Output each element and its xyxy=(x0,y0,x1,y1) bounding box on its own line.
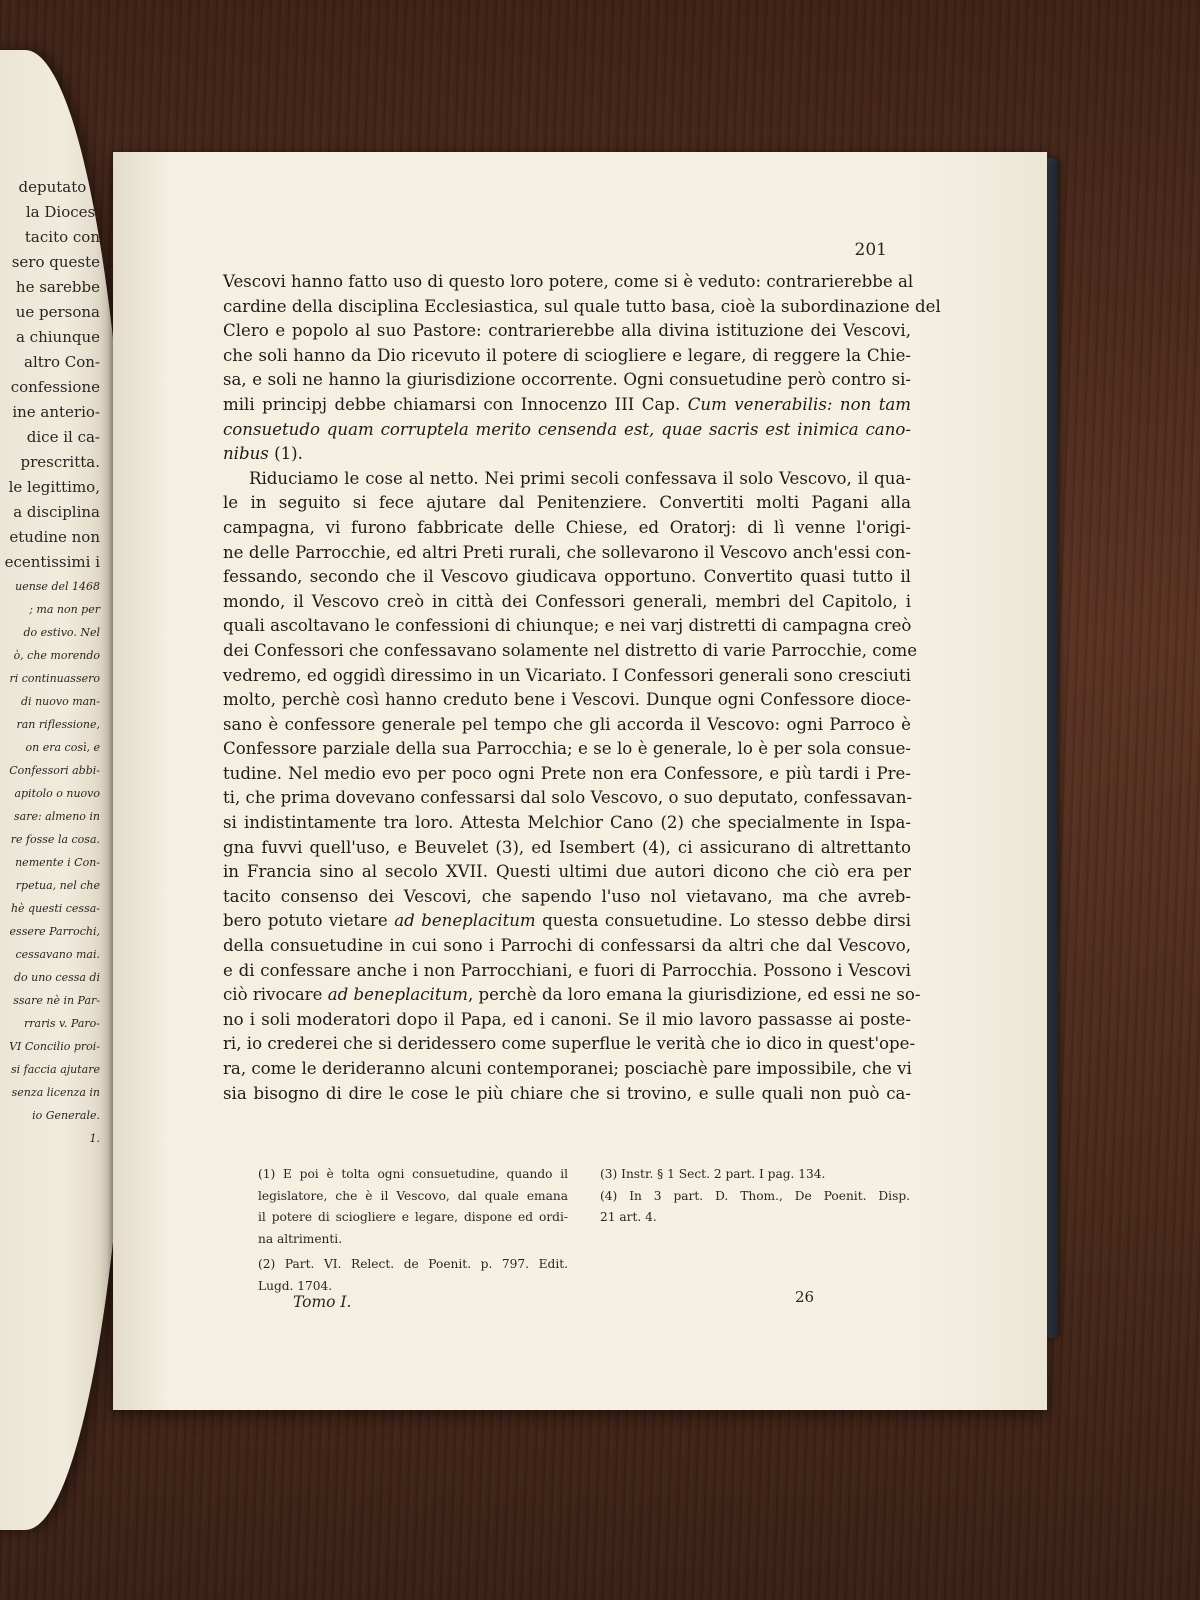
body-line: sano è confessore generale pel tempo che gli accorda il Vescovo: ogni Parroco è xyxy=(223,714,911,734)
left-page-line: tacito con xyxy=(24,228,100,246)
latin-phrase: ad beneplacitum xyxy=(327,985,468,1005)
left-page-line: sero queste xyxy=(11,253,100,271)
left-page-line: le legittimo, xyxy=(8,478,100,496)
left-page-line: do uno cessa di xyxy=(13,971,100,984)
body-line: in Francia sino al secolo XVII. Questi ultimi due autori dicono che ciò era per xyxy=(223,862,911,882)
body-line: sa, e soli ne hanno la giurisdizione occorrente. Ogni consuetudine però contro si- xyxy=(223,370,911,390)
body-line: ti, che prima dovevano confessarsi dal solo Vescovo, o suo deputato, confessavan- xyxy=(223,788,913,808)
body-line-text: mili principj debbe chiamarsi con Innocenzo III Cap. xyxy=(223,394,681,414)
latin-quote: nibus xyxy=(223,444,269,464)
body-line: mondo, il Vescovo creò in città dei Confessori generali, membri del Capitolo, i xyxy=(223,591,911,611)
left-page-line: dice il ca- xyxy=(26,428,100,446)
left-page-line: si faccia ajutare xyxy=(11,1063,100,1076)
body-line: e di confessare anche i non Parrocchiani, e fuori di Parrocchia. Possono i Vescovi xyxy=(223,960,911,980)
body-line: sia bisogno di dire le cose le più chiare che si trovino, e sulle quali non può ca- xyxy=(223,1083,911,1103)
book-page xyxy=(113,152,1047,1410)
left-page-line: sare: almeno in xyxy=(14,810,100,823)
left-page-line: etudine non xyxy=(9,528,100,546)
body-line: quali ascoltavano le confessioni di chiunque; e nei varj distretti di campagna creò xyxy=(223,616,912,636)
left-page-line: a disciplina xyxy=(13,503,100,521)
footnote-line: il potere di sciogliere e legare, dispone ed ordi- xyxy=(258,1210,568,1224)
body-line: ne delle Parrocchie, ed altri Preti rurali, che sollevarono il Vescovo anch'essi con- xyxy=(223,542,911,562)
body-line: dei Confessori che confessavano solamente nel distretto di varie Parrocchie, come xyxy=(223,640,918,660)
left-page-line: 1. xyxy=(89,1132,100,1145)
body-line: le in seguito si fece ajutare dal Penitenziere. Convertiti molti Pagani alla xyxy=(223,493,911,513)
left-page-line: rraris v. Paro- xyxy=(24,1017,100,1030)
body-line: Clero e popolo al suo Pastore: contrarierebbe alla divina istituzione dei Vescovi, xyxy=(223,321,911,341)
footnote-line: (1) E poi è tolta ogni consuetudine, quando il xyxy=(258,1167,568,1181)
body-line: fessando, secondo che il Vescovo giudicava opportuno. Convertito quasi tutto il xyxy=(223,567,911,587)
left-page-line: Confessori abbi- xyxy=(9,764,100,777)
left-page-line: apitolo o nuovo xyxy=(14,787,100,800)
left-page-line: on era così, e xyxy=(25,741,100,754)
footnote-line: 21 art. 4. xyxy=(600,1210,657,1224)
body-line xyxy=(223,393,911,418)
left-page-line: do estivo. Nel xyxy=(23,626,100,639)
body-line xyxy=(223,442,911,467)
body-line: tudine. Nel medio evo per poco ogni Prete non era Confessore, e più tardi i Pre- xyxy=(223,763,911,783)
footnote-line: (2) Part. VI. Relect. de Poenit. p. 797. Edit. xyxy=(258,1257,568,1271)
left-page-line: ò, che morendo xyxy=(13,649,100,662)
left-page-line: senza licenza in xyxy=(11,1086,100,1099)
left-page-line: la Diocesi xyxy=(25,203,100,221)
footnote-line: (4) In 3 part. D. Thom., De Poenit. Disp. xyxy=(600,1188,910,1203)
latin-phrase: ad beneplacitum xyxy=(394,911,536,931)
footnote-line: na altrimenti. xyxy=(258,1231,343,1246)
left-page-line: hè questi cessa- xyxy=(10,902,100,915)
body-line: Confessore parziale della sua Parrocchia; e se lo è generale, lo è per sola consue- xyxy=(223,739,911,759)
signature-mark: 26 xyxy=(795,1288,815,1306)
body-line-text: bero potuto vietare xyxy=(223,911,388,931)
body-line: gna fuvvi quell'uso, e Beuvelet (3), ed Isembert (4), ci assicurano di altrettanto xyxy=(223,837,911,857)
footnote-line: (3) Instr. § 1 Sect. 2 part. I pag. 134. xyxy=(600,1167,826,1181)
body-line xyxy=(223,983,921,1008)
left-page-line: ; ma non per xyxy=(29,603,100,616)
footnotes-left-column xyxy=(258,1164,568,1297)
left-page-line: io Generale. xyxy=(32,1109,100,1122)
body-line: cardine della disciplina Ecclesiastica, sul quale tutto basa, cioè la subordinazione del xyxy=(223,296,941,316)
body-line: che soli hanno da Dio ricevuto il potere di sciogliere e legare, di reggere la Chie- xyxy=(223,345,911,365)
body-line: ra, come le derideranno alcuni contemporanei; posciachè pare impossibile, che vi xyxy=(223,1059,912,1078)
left-page-line: altro Con- xyxy=(24,353,100,371)
left-page-line: uense del 1468 xyxy=(15,580,100,593)
body-line: molto, perchè così hanno creduto bene i Vescovi. Dunque ogni Confessore dioce- xyxy=(223,690,911,710)
latin-quote-line: consuetudo quam corruptela merito censenda est, quae sacris est inimica cano- xyxy=(223,419,911,439)
body-line: si indistintamente tra loro. Attesta Melchior Cano (2) che specialmente in Ispa- xyxy=(223,813,911,833)
left-page-line: prescritta. xyxy=(20,453,100,471)
left-page-line: ssare nè in Par- xyxy=(13,994,100,1007)
body-line: ri, io crederei che si deridessero come superflue le verità che io dico in quest'ope- xyxy=(223,1034,916,1054)
body-line-text: , perchè da loro emana la giurisdizione, ed essi ne so- xyxy=(467,985,921,1005)
body-line xyxy=(223,909,911,934)
left-page-line: essere Parrochi, xyxy=(9,925,100,938)
left-page-line: di nuovo man- xyxy=(21,695,100,708)
body-line: Riduciamo le cose al netto. Nei primi secoli confessava il solo Vescovo, il qua- xyxy=(249,468,911,488)
left-page-line: cessavano mai. xyxy=(15,948,100,961)
body-line: Vescovi hanno fatto uso di questo loro potere, come si è veduto: contrarierebbe al xyxy=(223,272,914,291)
left-page-line: a chiunque xyxy=(15,328,100,346)
body-line-text: questa consuetudine. Lo stesso debbe dirsi xyxy=(542,911,911,931)
body-text xyxy=(223,270,941,1106)
left-page-line: ecentissimi i xyxy=(4,553,100,571)
left-page-text xyxy=(0,175,120,1150)
left-page-line: ri continuassero xyxy=(9,672,100,685)
left-page-line: ran riflessione, xyxy=(16,718,100,731)
left-page-line: nemente i Con- xyxy=(15,856,100,869)
left-page-line: re fosse la cosa. xyxy=(10,833,100,846)
left-page-line: confessione xyxy=(10,378,100,396)
left-page-line: ue persona xyxy=(15,303,100,321)
page-number: 201 xyxy=(854,240,887,260)
body-line-text: ciò rivocare xyxy=(223,985,323,1005)
body-line: campagna, vi furono fabbricate delle Chiese, ed Oratorj: di lì venne l'origi- xyxy=(223,517,911,537)
body-line: vedremo, ed oggidì diressimo in un Vicariato. I Confessori generali sono cresciuti xyxy=(223,665,911,685)
latin-quote: Cum venerabilis: non tam xyxy=(687,394,911,414)
body-line: no i soli moderatori dopo il Papa, ed i canoni. Se il mio lavoro passasse ai poste- xyxy=(223,1009,911,1029)
left-page-line: rpetua, nel che xyxy=(15,879,100,892)
footnote-ref: (1). xyxy=(274,444,303,464)
volume-label: Tomo I. xyxy=(293,1293,352,1311)
footnote-line: legislatore, che è il Vescovo, dal quale emana xyxy=(258,1188,568,1203)
left-page-line: he sarebbe xyxy=(15,278,100,296)
footnotes-right-column xyxy=(600,1164,910,1229)
footnote-line: Lugd. 1704. xyxy=(258,1278,333,1293)
left-page-line: ine anterio- xyxy=(12,403,100,421)
left-page-line: deputato a xyxy=(18,178,100,196)
body-line: della consuetudine in cui sono i Parrochi di confessarsi da altri che dal Vescovo, xyxy=(223,936,911,956)
left-page-line: VI Concilio proi- xyxy=(9,1040,100,1053)
body-line: tacito consenso dei Vescovi, che sapendo l'uso nol vietavano, ma che avreb- xyxy=(223,886,911,906)
